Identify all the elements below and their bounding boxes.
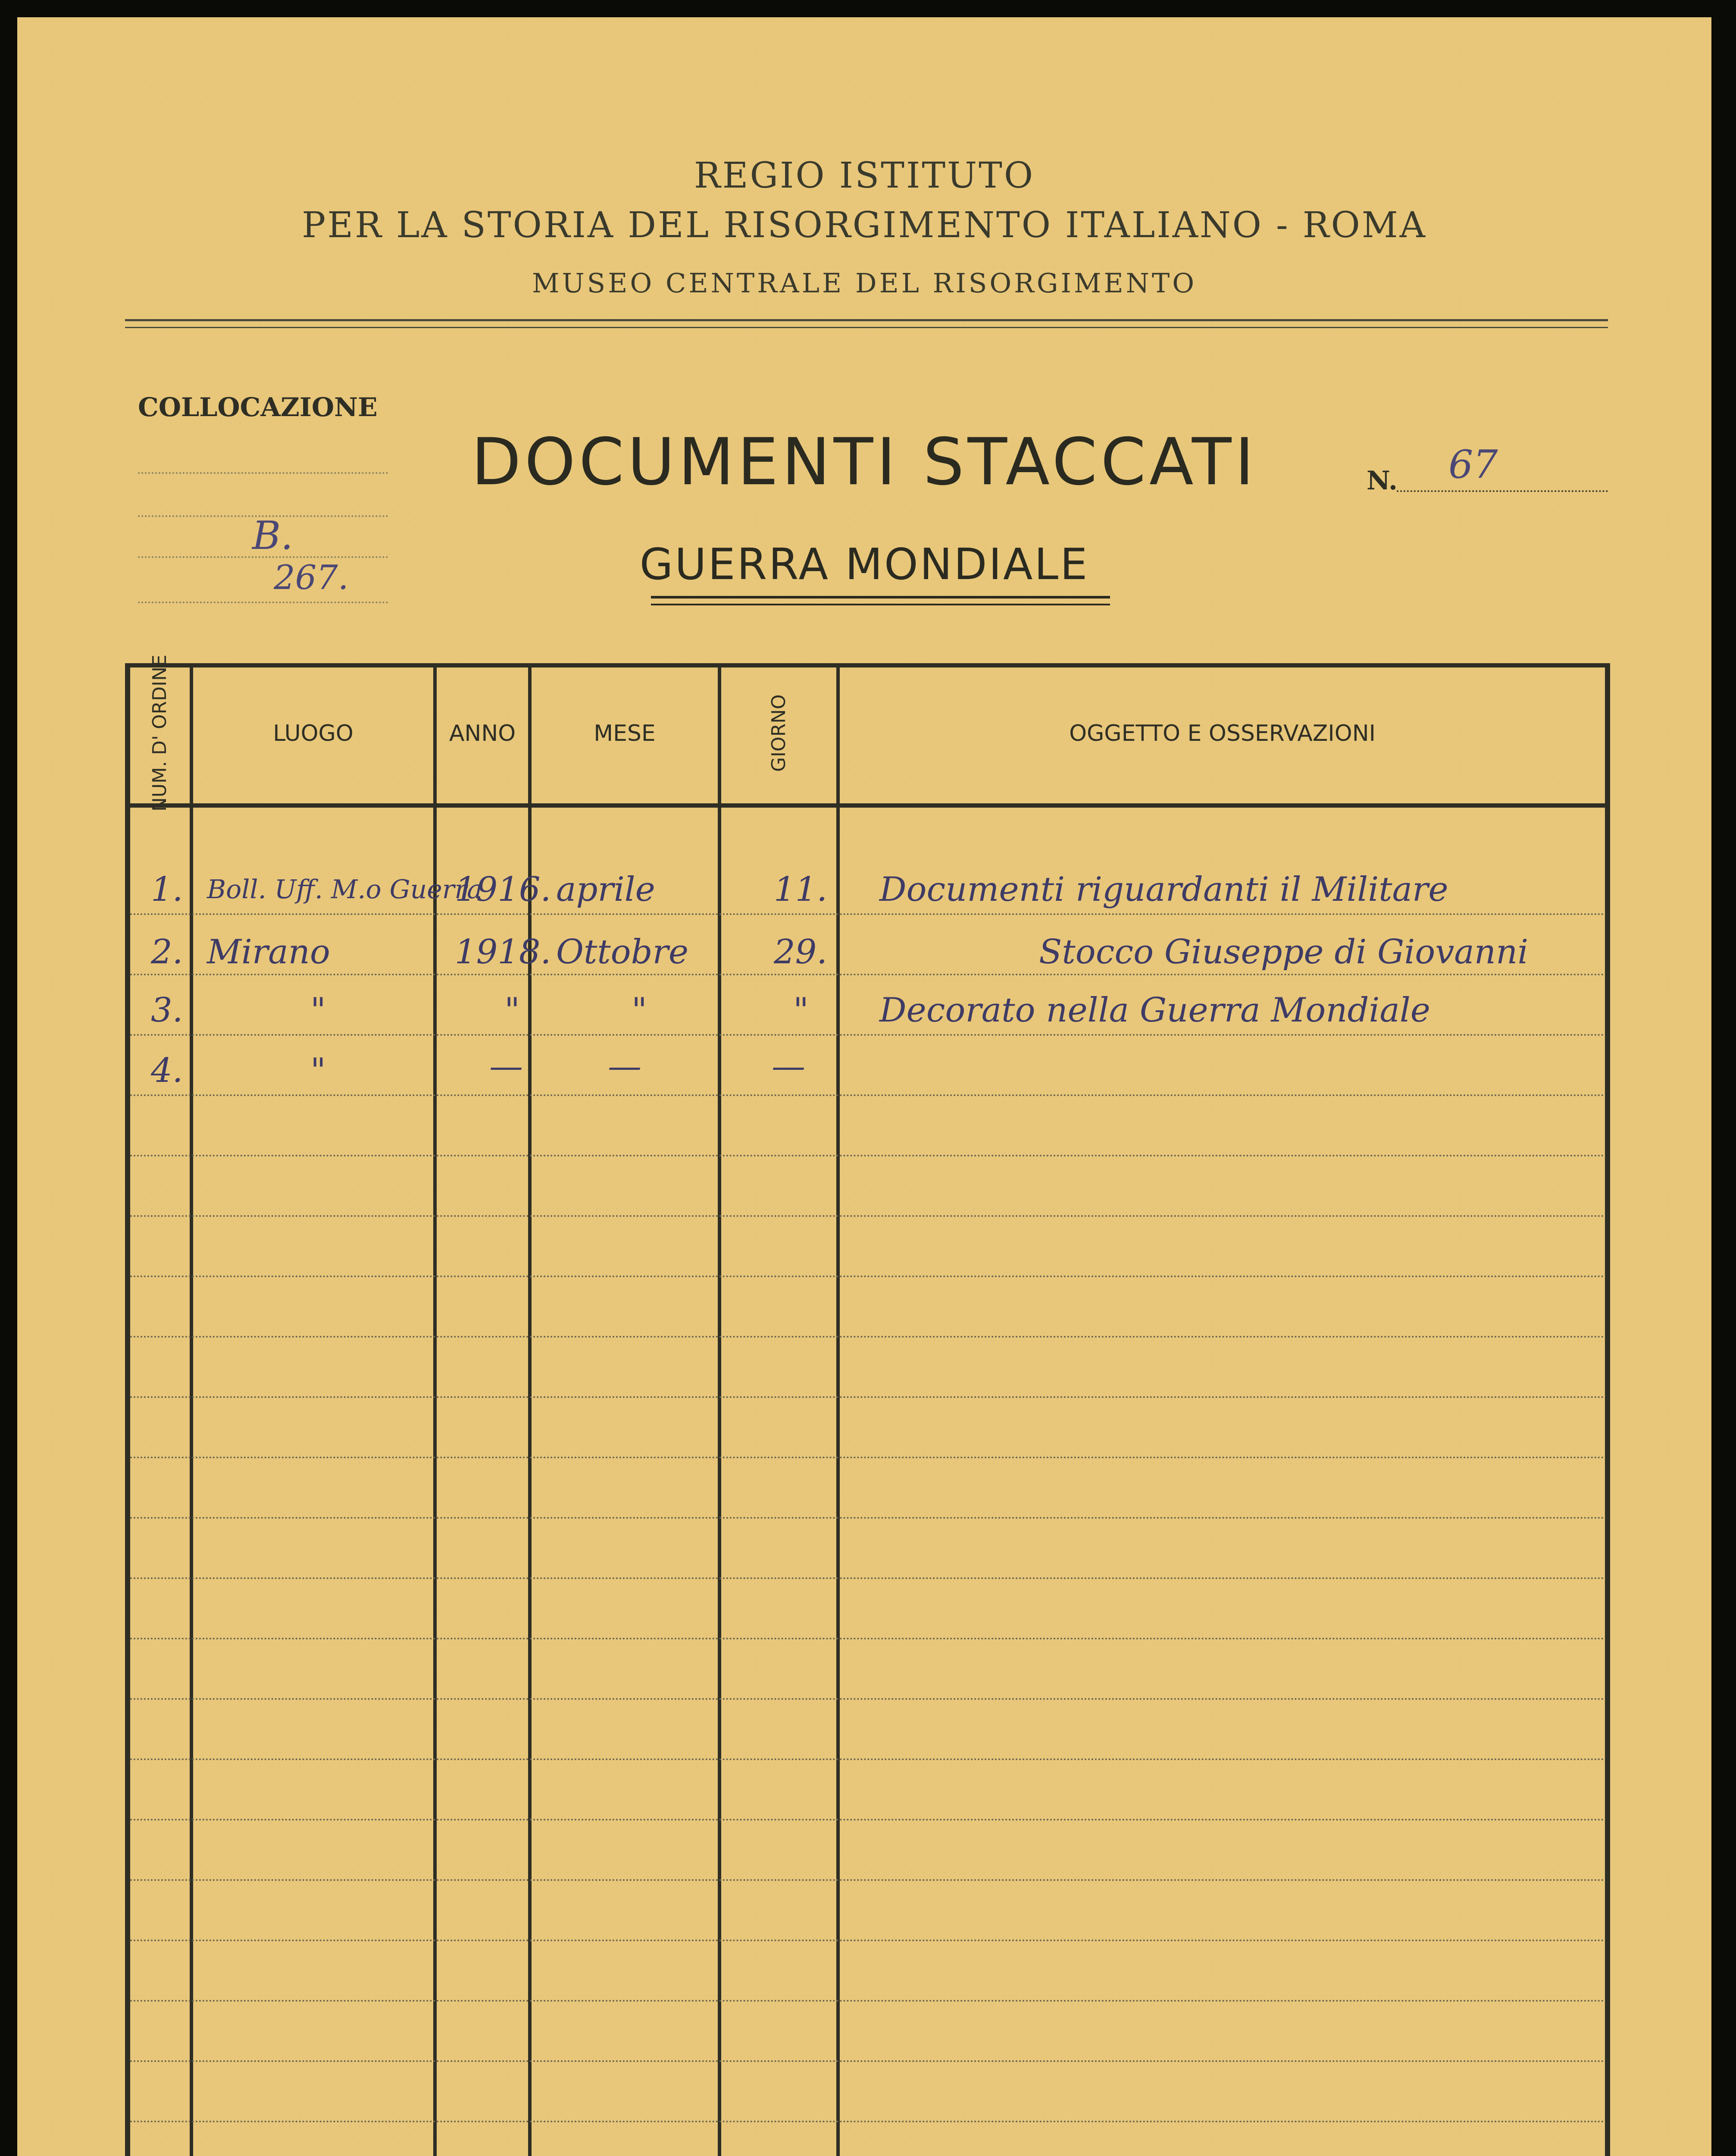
ruled-line bbox=[130, 1819, 1605, 1821]
cell-luogo: " bbox=[310, 1051, 326, 1090]
cell-luogo: Mirano bbox=[207, 933, 330, 971]
column-divider bbox=[836, 663, 840, 2156]
cell-oggetto: Stocco Giuseppe di Giovanni bbox=[1039, 933, 1529, 971]
ruled-line bbox=[130, 2000, 1605, 2002]
cell-oggetto: Documenti riguardanti il Militare bbox=[879, 870, 1448, 909]
collocazione-value: 267. bbox=[274, 558, 349, 597]
institute-name: REGIO ISTITUTO bbox=[694, 155, 1035, 196]
number-label: N. bbox=[1367, 466, 1398, 496]
cell-anno: " bbox=[504, 991, 520, 1030]
ruled-line bbox=[130, 1215, 1605, 1217]
number-line bbox=[1397, 490, 1608, 492]
cell-giorno: 11. bbox=[774, 870, 828, 909]
subtitle-underline bbox=[651, 596, 1110, 599]
collocazione-value: B. bbox=[252, 513, 293, 558]
cell-giorno: " bbox=[793, 991, 809, 1030]
ruled-line bbox=[130, 1758, 1605, 1760]
cell-num: 3. bbox=[151, 991, 183, 1030]
col-header-oggetto: OGGETTO E OSSERVAZIONI bbox=[1069, 720, 1376, 746]
ruled-line bbox=[130, 1698, 1605, 1700]
cell-num: 4. bbox=[151, 1051, 183, 1090]
cell-anno: 1916. bbox=[455, 870, 551, 909]
cell-mese: aprile bbox=[556, 870, 655, 909]
ruled-line bbox=[130, 1396, 1605, 1398]
ruled-line bbox=[130, 1275, 1605, 1277]
cell-giorno: — bbox=[772, 1047, 805, 1086]
ruled-line bbox=[130, 1940, 1605, 1941]
museum-name: MUSEO CENTRALE DEL RISORGIMENTO bbox=[532, 267, 1197, 299]
cell-anno: — bbox=[489, 1047, 523, 1086]
document-title: DOCUMENTI STACCATI bbox=[471, 425, 1257, 500]
ruled-line bbox=[130, 1517, 1605, 1519]
document-subtitle: GUERRA MONDIALE bbox=[639, 539, 1089, 589]
subtitle-underline bbox=[651, 604, 1110, 605]
cell-anno: 1918. bbox=[455, 933, 551, 971]
ruled-line bbox=[130, 1457, 1605, 1458]
collocazione-label: COLLOCAZIONE bbox=[138, 392, 378, 423]
ruled-line bbox=[130, 2121, 1605, 2122]
cell-luogo: Boll. Uff. M.o Guerra bbox=[207, 874, 482, 905]
records-table bbox=[125, 655, 1610, 2156]
table-header-rule bbox=[125, 803, 1610, 808]
cell-mese: — bbox=[608, 1047, 641, 1086]
cell-mese: Ottobre bbox=[556, 933, 688, 971]
col-header-giorno: GIORNO bbox=[767, 694, 790, 772]
cell-num: 2. bbox=[151, 933, 183, 971]
header-rule bbox=[125, 319, 1608, 321]
col-header-anno: ANNO bbox=[449, 720, 516, 746]
cell-num: 1. bbox=[151, 870, 183, 909]
ruled-line bbox=[130, 1879, 1605, 1881]
ruled-line bbox=[130, 913, 1605, 915]
column-divider bbox=[718, 663, 721, 2156]
cell-luogo: " bbox=[310, 991, 326, 1030]
ruled-line bbox=[130, 2060, 1605, 2062]
cell-oggetto: Decorato nella Guerra Mondiale bbox=[879, 991, 1430, 1030]
ruled-line bbox=[130, 1034, 1605, 1036]
ruled-line bbox=[130, 1094, 1605, 1096]
column-divider bbox=[190, 663, 193, 2156]
document-sheet bbox=[17, 17, 1711, 2156]
collocazione-line bbox=[138, 602, 388, 603]
ruled-line bbox=[130, 1577, 1605, 1579]
ruled-line bbox=[130, 1155, 1605, 1156]
ruled-line bbox=[130, 1638, 1605, 1639]
col-header-num: NUM. D' ORDINE bbox=[148, 655, 171, 812]
institute-subtitle: PER LA STORIA DEL RISORGIMENTO ITALIANO - ROMA bbox=[302, 205, 1427, 246]
number-value: 67 bbox=[1448, 442, 1498, 487]
col-header-luogo: LUOGO bbox=[273, 720, 353, 746]
ruled-line bbox=[130, 1336, 1605, 1338]
col-header-mese: MESE bbox=[594, 720, 656, 746]
ruled-line bbox=[130, 974, 1605, 975]
cell-giorno: 29. bbox=[774, 933, 828, 971]
header-rule-thin bbox=[125, 327, 1608, 328]
cell-mese: " bbox=[632, 991, 647, 1030]
